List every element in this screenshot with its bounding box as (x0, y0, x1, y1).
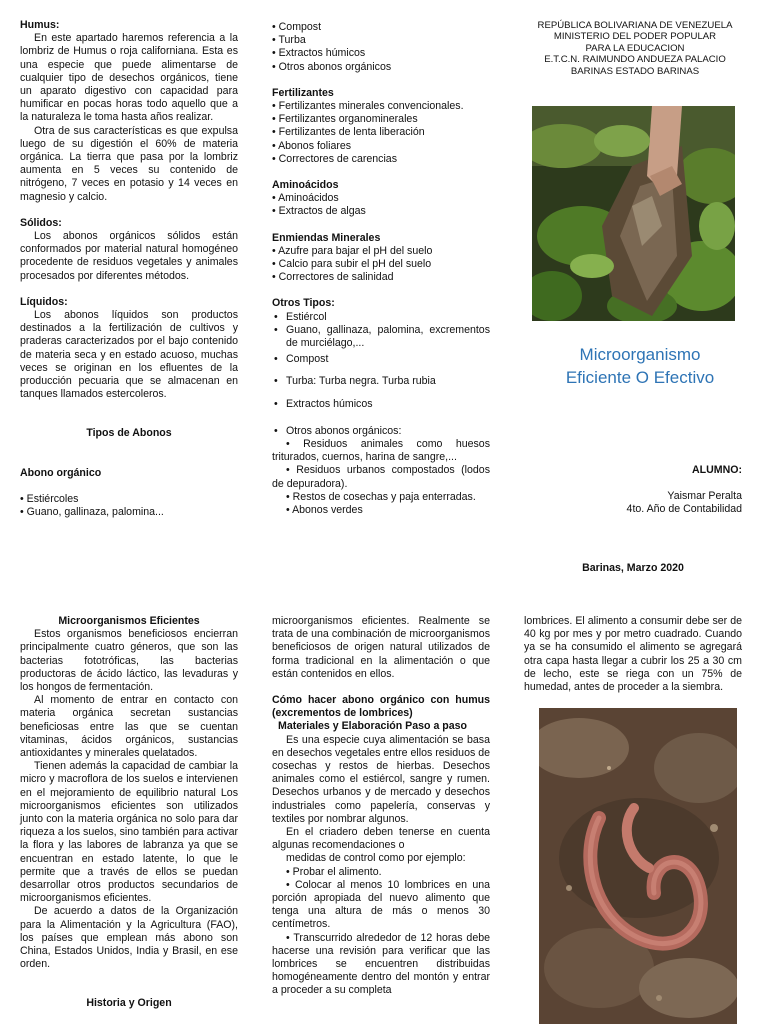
continuation-paragraph: microorganismos eficientes. Realmente se trata de una combinación de microorganismos beneficiosos de origen natural utilizados de forma tradicional en la alimentación o que están contenidos en ellos. (272, 615, 490, 680)
otros-tipos-heading: Otros Tipos: (272, 297, 335, 310)
list-item: • Turba: Turba negra. Turba rubia (272, 375, 490, 388)
criadero-paragraph: En el criadero deben tenerse en cuenta algunas recomendaciones o (272, 826, 490, 852)
historia-heading: Historia y Origen (86, 997, 172, 1010)
humus-paragraph-2: Otra de sus características es que expulsa luego de su digestión el 60% de materia orgánica. La tierra que pasa por la lombriz aumenta en 5 veces su contenido de nitrógeno, 7 veces en potasio y 14 veces en magnesio y calcio. (20, 124, 238, 203)
microorganismos-paragraph-1: Estos organismos beneficiosos encierran principalmente cuatro géneros, que son las bacterias fototróficas, las bacterias productoras de ácido láctico, las levaduras y los hongos de fermentación. (20, 628, 238, 694)
sub-list-item: • Abonos verdes (286, 504, 363, 517)
medidas-paragraph: medidas de control como por ejemplo: (286, 852, 466, 865)
list-item: • Extractos húmicos (272, 47, 366, 60)
liquidos-paragraph: Los abonos líquidos son productos destinados a la fertilización de cultivos y praderas caracterizados por el bajo contenido de materia seca y en estado acuoso, muchas veces se originan en los efluentes de la producción pecuaria que se almacenan en tanques llamados estercoleros. (20, 309, 238, 401)
enmiendas-heading: Enmiendas Minerales (272, 231, 381, 244)
solidos-heading: Sólidos: (20, 216, 62, 229)
column-como-hacer (272, 615, 490, 998)
microorganismos-paragraph-2: Al momento de entrar en contacto con materia orgánica secretan sustancias beneficiosas entre las que se cuentan vitaminas, ácidos orgánicos, sustancias antioxidantes y minerales quelatados. (20, 694, 238, 760)
fertilizantes-heading: Fertilizantes (272, 86, 334, 99)
sub-list-item: • Residuos urbanos compostados (lodos de depuradora). (272, 464, 490, 490)
list-item: • Extractos de algas (272, 205, 366, 218)
list-item: • Compost (272, 21, 322, 33)
list-item: • Estiércol (272, 311, 490, 324)
sub-list-item: • Residuos animales como huesos triturados, cuernos, harina de sangre,... (272, 438, 490, 464)
microorganismos-paragraph-3: Tienen además la capacidad de cambiar la micro y macroflora de los suelos e intervienen en el mejoramiento de equilibrio natural Los microorganismos eficientes son utilizados junto con la materia orgánica no solo para dar riqueza a los suelos, sino también para activar la flora y las labores de labranza ya que se encuentran en estado latente, lo que le permite que a través de ellos se puedan desarrollar otros productos secundarios de microorganismos eficientes. (20, 760, 238, 905)
humus-heading: Humus: (20, 19, 60, 31)
column-microorganismos (20, 615, 238, 1011)
como-hacer-heading: Cómo hacer abono orgánico con humus (excrementos de lombrices) (272, 694, 490, 720)
tipos-heading: Tipos de Abonos (86, 427, 172, 440)
header-line: E.T.C.N. RAIMUNDO ANDUEZA PALACIO (544, 54, 726, 66)
school-header (520, 20, 750, 77)
header-line: REPÚBLICA BOLIVARIANA DE VENEZUELA (537, 20, 733, 31)
list-item: • Turba (272, 34, 306, 47)
list-item: • Correctores de salinidad (272, 271, 394, 284)
header-line: MINISTERIO DEL PODER POPULAR (553, 31, 717, 43)
materiales-heading: Materiales y Elaboración Paso a paso (278, 720, 468, 733)
humus-paragraph-1: En este apartado haremos referencia a la lombriz de Humus o roja californiana. Esta es una especie que puede alimentarse de cualquier tipo de desechos orgánicos, tiene un aparato digestivo con capacidad para humificar en pocas horas todo aquello que a la naturaleza le toma hasta años realizar. (20, 32, 238, 124)
list-item: • Calcio para subir el pH del suelo (272, 258, 432, 271)
header-line: PARA LA EDUCACION (585, 42, 685, 54)
column-alimento: lombrices. El alimento a consumir debe ser de 40 kg por mes y por metro cuadrado. Cuando ya se ha consumido el alimento se agregará otra capa hasta llegar a cubrir los 25 a 30 cm de lecho, este se riega con un 75% de humedad, antes de proceder a la siembra. (524, 615, 742, 694)
abono-organico-heading: Abono orgánico (20, 466, 102, 479)
microorganismos-paragraph-4: De acuerdo a datos de la Organización para la Alimentación y la Agricultura (FAO), los países que emplean más abono son China, Estados Unidos, India y Brasil, en ese orden. (20, 905, 238, 971)
list-item: • Compost (272, 353, 490, 366)
list-item: • Otros abonos orgánicos: (272, 425, 490, 438)
alumno-name: Yaismar Peralta (667, 490, 742, 503)
alumno-course: 4to. Año de Contabilidad (626, 503, 742, 516)
list-item: • Aminoácidos (272, 192, 339, 205)
list-item: • Extractos húmicos (272, 398, 490, 411)
step-item: • Colocar al menos 10 lombrices en una porción apropiada del nuevo alimento que tenga una altura de más o menos 30 centímetros. (272, 878, 490, 931)
liquidos-heading: Líquidos: (20, 295, 68, 308)
step-item: • Transcurrido alrededor de 12 horas debe hacerse una revisión para verificar que las lombrices se encuentren distribuidas homogéneamente dentro del montón y entrar a proceder a su completa (272, 931, 490, 997)
earthworm-photo (539, 708, 737, 1024)
aminoacidos-heading: Aminoácidos (272, 179, 339, 192)
alumno-label: ALUMNO: (691, 464, 742, 476)
solidos-paragraph: Los abonos orgánicos sólidos están conformados por material natural homogéneo procedente de residuos vegetales y animales procesados por diferentes métodos. (20, 230, 238, 282)
student-info (520, 464, 742, 517)
microorganismos-heading: Microorganismos Eficientes (58, 615, 200, 627)
list-item: • Otros abonos orgánicos (272, 60, 392, 73)
list-item: • Guano, gallinaza, palomina, excrementos de murciélago,... (272, 324, 490, 350)
especie-paragraph: Es una especie cuya alimentación se basa en desechos vegetales entre ellos residuos de cosechas y restos de hierbas. Desechos animales como el estiércol, sangre y rumen. Desechos urbanos y de mercado y desechos industriales como papelería, conservas y textiles por nombrar algunos. (272, 733, 490, 825)
header-line: BARINAS ESTADO BARINAS (570, 65, 700, 77)
list-item: • Fertilizantes de lenta liberación (272, 126, 425, 139)
list-item: • Azufre para bajar el pH del suelo (272, 244, 433, 257)
list-item: • Fertilizantes organominerales (272, 113, 418, 126)
column-fertilizantes (272, 21, 490, 517)
list-item: • Estiércoles (20, 492, 79, 505)
column-humus (20, 19, 238, 519)
sub-list-item: • Restos de cosechas y paja enterradas. (286, 490, 476, 503)
hand-soil-photo (532, 106, 735, 321)
list-item: • Fertilizantes minerales convencionales. (272, 100, 464, 113)
cover-title: Microorganismo Eficiente O Efectivo (565, 345, 715, 387)
list-item: • Abonos foliares (272, 139, 352, 152)
list-item: • Guano, gallinaza, palomina... (20, 506, 164, 519)
step-item: • Probar el alimento. (286, 865, 382, 878)
list-item: • Correctores de carencias (272, 152, 397, 165)
place-date: Barinas, Marzo 2020 (582, 562, 684, 574)
